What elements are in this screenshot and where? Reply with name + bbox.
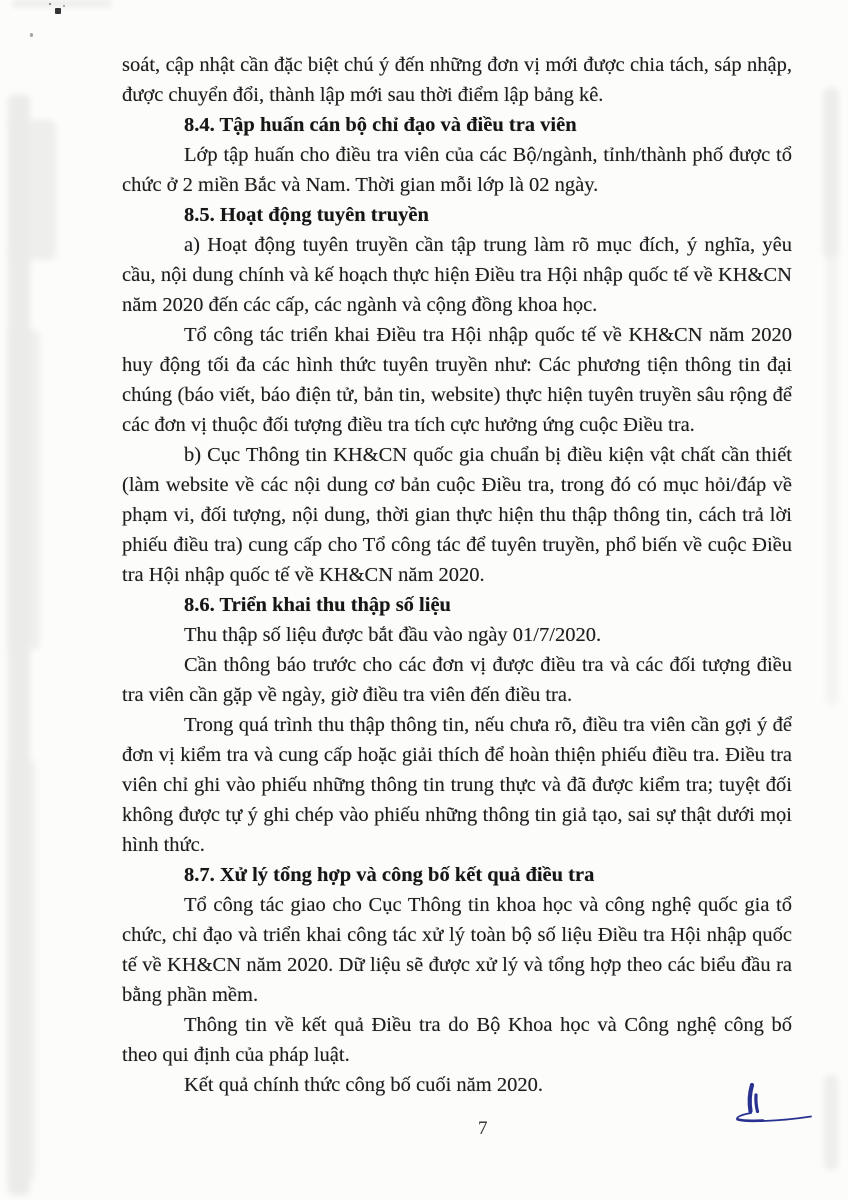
paragraph: Thông tin về kết quả Điều tra do Bộ Khoa học và Công nghệ công bố theo qui định của pháp luật. bbox=[122, 1014, 792, 1066]
ink-speck bbox=[49, 3, 51, 5]
paragraph: Trong quá trình thu thập thông tin, nếu chưa rõ, điều tra viên cần gợi ý để đơn vị kiểm tra và cung cấp hoặc giải thích để hoàn thiện phiếu điều tra. Điều tra viên chỉ ghi vào phiếu những thông tin trung thực và đã được kiểm tra; tuyệt đối không được tự ý ghi chép vào phiếu những thông tin giả tạo, sai sự thật dưới mọi hình thức. bbox=[122, 714, 792, 856]
paragraph: soát, cập nhật cần đặc biệt chú ý đến những đơn vị mới được chia tách, sáp nhập, được chuyển đổi, thành lập mới sau thời điểm lập bảng kê. bbox=[122, 54, 792, 106]
ink-speck bbox=[63, 5, 65, 7]
section-heading: 8.6. Triển khai thu thập số liệu bbox=[184, 594, 451, 616]
paragraph: Thu thập số liệu được bắt đầu vào ngày 01/7/2020. bbox=[184, 624, 602, 646]
page-number: 7 bbox=[478, 1118, 488, 1139]
section-heading: 8.5. Hoạt động tuyên truyền bbox=[184, 204, 429, 226]
section-heading: 8.4. Tập huấn cán bộ chỉ đạo và điều tra viên bbox=[184, 114, 577, 136]
section-heading: 8.7. Xử lý tổng hợp và công bố kết quả điều tra bbox=[184, 864, 595, 886]
scan-edge-artifact bbox=[10, 760, 36, 1180]
scan-edge-artifact bbox=[826, 255, 838, 705]
paragraph: Tổ công tác giao cho Cục Thông tin khoa học và công nghệ quốc gia tổ chức, chỉ đạo và triển khai công tác xử lý toàn bộ số liệu Điều tra Hội nhập quốc tế về KH&CN năm 2020. Dữ liệu sẽ được xử lý và tổng hợp theo các biểu đầu ra bằng phần mềm. bbox=[122, 894, 792, 1006]
document-body bbox=[122, 50, 792, 1100]
paragraph: a) Hoạt động tuyên truyền cần tập trung làm rõ mục đích, ý nghĩa, yêu cầu, nội dung chính và kế hoạch thực hiện Điều tra Hội nhập quốc tế về KH&CN năm 2020 đến các cấp, các ngành và cộng đồng khoa học. bbox=[122, 234, 792, 316]
scan-edge-artifact bbox=[12, 0, 112, 7]
scan-edge-artifact bbox=[10, 330, 40, 650]
scan-edge-artifact bbox=[823, 88, 839, 258]
paragraph: b) Cục Thông tin KH&CN quốc gia chuẩn bị điều kiện vật chất cần thiết (làm website về các nội dung cơ bản cuộc Điều tra, trong đó có mục hỏi/đáp về phạm vi, đối tượng, nội dung, thời gian thực hiện thu thập thông tin, cách trả lời phiếu điều tra) cung cấp cho Tổ công tác để tuyên truyền, phổ biến về cuộc Điều tra Hội nhập quốc tế về KH&CN năm 2020. bbox=[122, 444, 792, 586]
scan-edge-artifact bbox=[824, 1075, 838, 1170]
pen-signature-mark bbox=[730, 1080, 818, 1128]
paragraph: Cần thông báo trước cho các đơn vị được điều tra và các đối tượng điều tra viên cần gặp về ngày, giờ điều tra viên đến điều tra. bbox=[122, 654, 792, 706]
paragraph: Lớp tập huấn cho điều tra viên của các Bộ/ngành, tỉnh/thành phố được tổ chức ở 2 miền Bắc và Nam. Thời gian mỗi lớp là 02 ngày. bbox=[122, 144, 792, 196]
ink-speck bbox=[30, 33, 33, 37]
scan-edge-artifact bbox=[12, 120, 56, 260]
paragraph: Tổ công tác triển khai Điều tra Hội nhập quốc tế về KH&CN năm 2020 huy động tối đa các hình thức tuyên truyền như: Các phương tiện thông tin đại chúng (báo viết, báo điện tử, bản tin, website) thực hiện tuyên truyền sâu rộng để các đơn vị thuộc đối tượng điều tra tích cực hưởng ứng cuộc Điều tra. bbox=[122, 324, 792, 436]
ink-speck bbox=[55, 8, 61, 14]
paragraph: Kết quả chính thức công bố cuối năm 2020. bbox=[184, 1074, 543, 1096]
